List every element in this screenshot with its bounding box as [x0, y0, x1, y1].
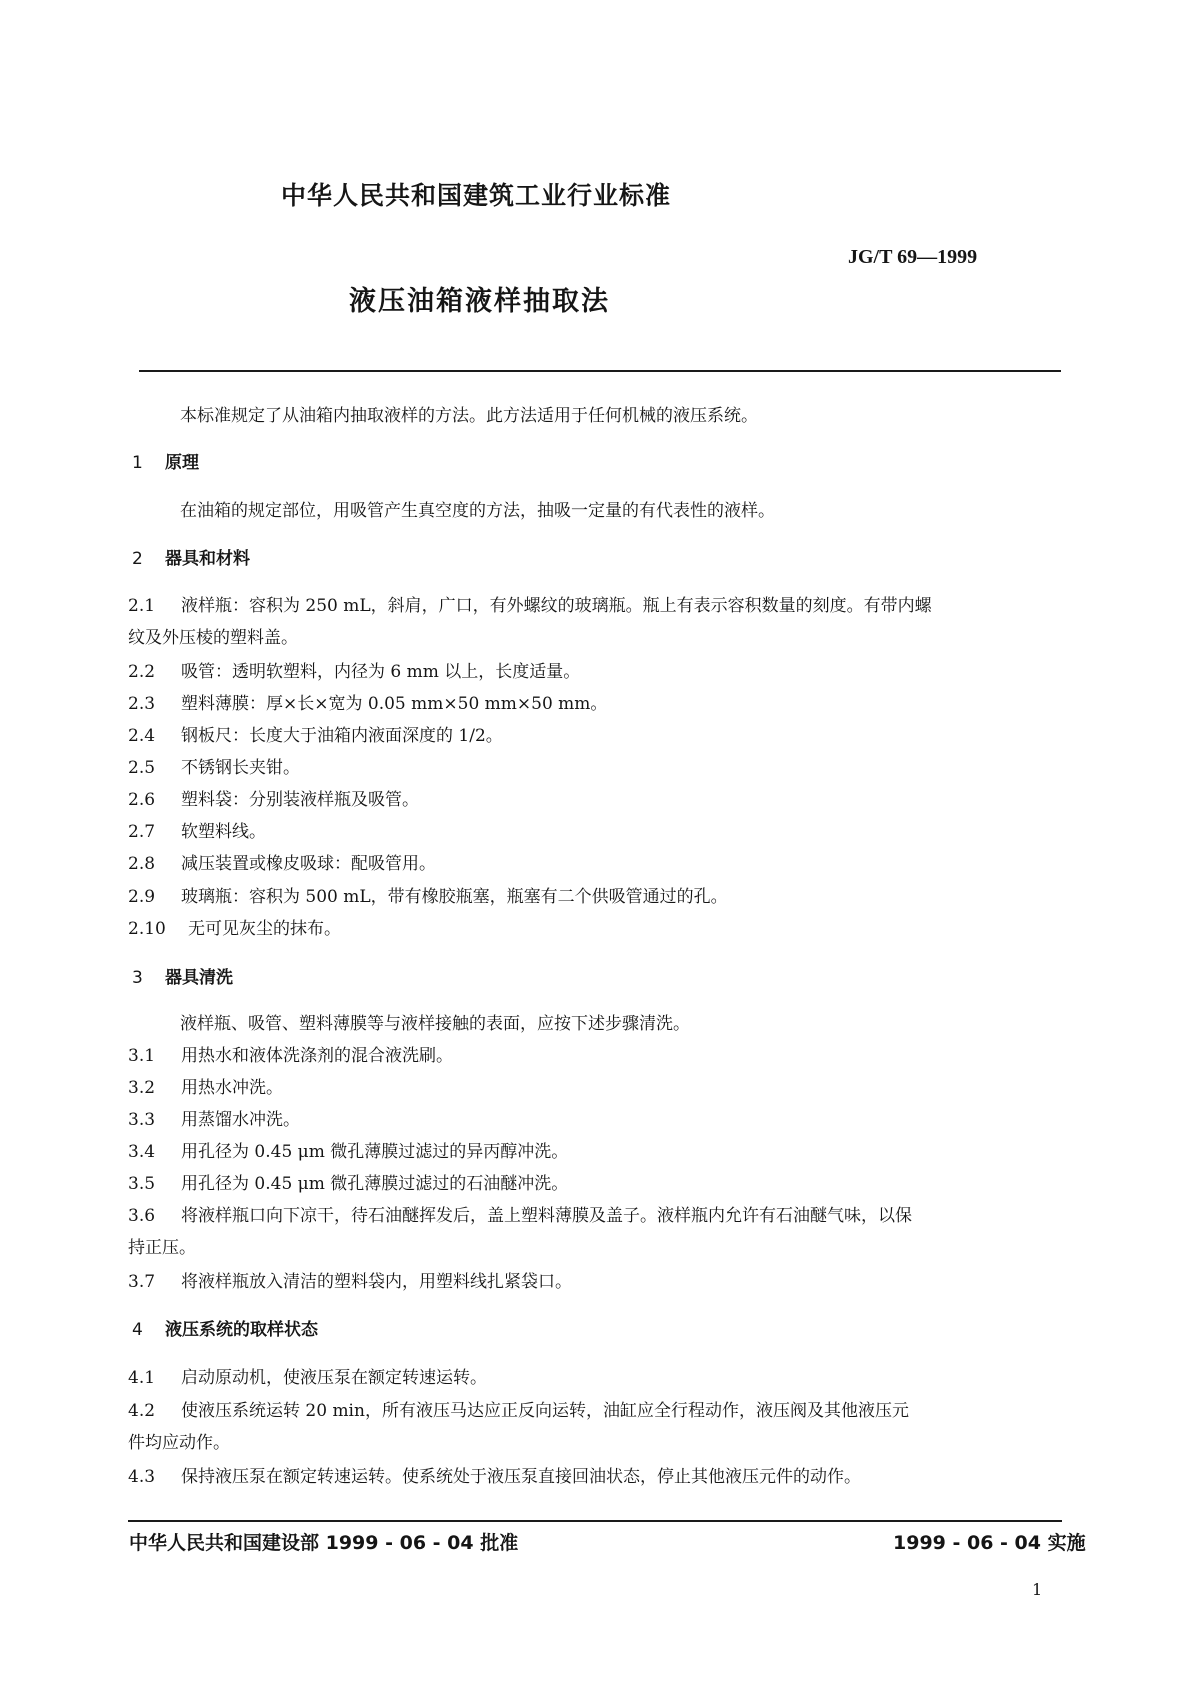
item-text: 液样瓶：容积为 250 mL，斜肩，广口，有外螺纹的玻璃瓶。瓶上有表示容积数量的刻度。有带内螺 — [181, 596, 932, 616]
list-item — [128, 1137, 568, 1162]
item-text: 无可见灰尘的抹布。 — [188, 919, 341, 939]
list-item — [128, 753, 300, 778]
list-item — [128, 689, 607, 714]
section-number: 4 — [132, 1320, 143, 1340]
list-item — [128, 817, 266, 842]
effective-date: 1999 - 06 - 04 实施 — [893, 1532, 1086, 1554]
item-number: 2.2 — [128, 662, 156, 682]
item-text: 玻璃瓶：容积为 500 mL，带有橡胶瓶塞，瓶塞有二个供吸管通过的孔。 — [181, 887, 728, 907]
list-item — [128, 1267, 572, 1292]
item-text: 软塑料线。 — [181, 822, 266, 842]
item-number: 2.3 — [128, 694, 156, 714]
item-text: 用孔径为 0.45 μm 微孔薄膜过滤过的石油醚冲洗。 — [181, 1174, 569, 1194]
footer-divider — [128, 1520, 1062, 1522]
list-item — [128, 657, 580, 682]
item-text: 用孔径为 0.45 μm 微孔薄膜过滤过的异丙醇冲洗。 — [181, 1142, 569, 1162]
item-text: 吸管：透明软塑料，内径为 6 mm 以上，长度适量。 — [181, 662, 581, 682]
list-item — [128, 721, 503, 746]
item-text: 启动原动机，使液压泵在额定转速运转。 — [181, 1368, 487, 1388]
list-item — [128, 785, 419, 810]
section-title: 器具清洗 — [165, 968, 233, 988]
item-text: 用热水冲洗。 — [181, 1078, 283, 1098]
section-title: 原理 — [165, 453, 199, 473]
section-number: 1 — [132, 453, 143, 473]
list-item — [128, 591, 932, 616]
section-title: 器具和材料 — [165, 549, 250, 569]
item-text: 钢板尺：长度大于油箱内液面深度的 1/2。 — [181, 726, 503, 746]
section-number: 3 — [132, 968, 143, 988]
section-2-heading — [132, 544, 250, 569]
item-number: 3.1 — [128, 1046, 156, 1066]
section-4-heading — [132, 1315, 318, 1340]
item-number: 2.5 — [128, 758, 156, 778]
item-text: 用热水和液体洗涤剂的混合液洗刷。 — [181, 1046, 453, 1066]
item-text: 塑料薄膜：厚×长×宽为 0.05 mm×50 mm×50 mm。 — [181, 694, 608, 714]
item-number: 3.2 — [128, 1078, 156, 1098]
list-item-continuation: 纹及外压棱的塑料盖。 — [128, 628, 298, 648]
item-number: 3.5 — [128, 1174, 156, 1194]
approval-line: 中华人民共和国建设部 1999 - 06 - 04 批准 — [129, 1532, 519, 1554]
item-number: 2.4 — [128, 726, 156, 746]
list-item-continuation: 件均应动作。 — [128, 1433, 230, 1453]
item-number: 3.4 — [128, 1142, 156, 1162]
item-text: 将液样瓶放入清洁的塑料袋内，用塑料线扎紧袋口。 — [181, 1272, 572, 1292]
item-number: 3.7 — [128, 1272, 156, 1292]
item-number: 2.7 — [128, 822, 156, 842]
list-item — [128, 882, 728, 907]
item-number: 2.9 — [128, 887, 156, 907]
item-text: 不锈钢长夹钳。 — [181, 758, 300, 778]
section-1-heading — [132, 448, 199, 473]
section-3-intro: 液样瓶、吸管、塑料薄膜等与液样接触的表面，应按下述步骤清洗。 — [180, 1014, 690, 1034]
list-item — [128, 1105, 300, 1130]
item-number: 2.8 — [128, 854, 156, 874]
section-title: 液压系统的取样状态 — [165, 1320, 318, 1340]
item-number: 2.10 — [128, 919, 166, 939]
issuing-body-heading: 中华人民共和国建筑工业行业标准 — [281, 181, 672, 210]
item-text: 将液样瓶口向下凉干，待石油醚挥发后，盖上塑料薄膜及盖子。液样瓶内允许有石油醚气味，以保 — [181, 1206, 912, 1226]
list-item — [128, 1396, 909, 1421]
item-text: 保持液压泵在额定转速运转。使系统处于液压泵直接回油状态，停止其他液压元件的动作。 — [181, 1467, 861, 1487]
page-number: 1 — [1032, 1580, 1043, 1599]
list-item — [128, 849, 436, 874]
header-divider — [139, 370, 1061, 372]
item-text: 使液压系统运转 20 min，所有液压马达应正反向运转，油缸应全行程动作，液压阀及其他液压元 — [181, 1401, 909, 1421]
item-text: 塑料袋：分别装液样瓶及吸管。 — [181, 790, 419, 810]
item-number: 3.3 — [128, 1110, 156, 1130]
item-number: 2.6 — [128, 790, 156, 810]
list-item — [128, 1073, 283, 1098]
item-text: 用蒸馏水冲洗。 — [181, 1110, 300, 1130]
section-1-text: 在油箱的规定部位，用吸管产生真空度的方法，抽吸一定量的有代表性的液样。 — [180, 501, 775, 521]
page-title: 液压油箱液样抽取法 — [349, 286, 610, 317]
list-item — [128, 1363, 487, 1388]
item-number: 2.1 — [128, 596, 156, 616]
list-item — [128, 1169, 568, 1194]
section-number: 2 — [132, 549, 143, 569]
standard-code: JG/T 69—1999 — [848, 246, 978, 268]
list-item — [128, 1201, 912, 1226]
item-number: 4.3 — [128, 1467, 156, 1487]
list-item — [128, 1041, 453, 1066]
intro-paragraph: 本标准规定了从油箱内抽取液样的方法。此方法适用于任何机械的液压系统。 — [180, 406, 758, 426]
list-item — [128, 914, 341, 939]
section-3-heading — [132, 963, 233, 988]
item-number: 4.1 — [128, 1368, 156, 1388]
list-item-continuation: 持正压。 — [128, 1238, 196, 1258]
item-number: 4.2 — [128, 1401, 156, 1421]
list-item — [128, 1462, 861, 1487]
item-text: 减压装置或橡皮吸球：配吸管用。 — [181, 854, 436, 874]
item-number: 3.6 — [128, 1206, 156, 1226]
